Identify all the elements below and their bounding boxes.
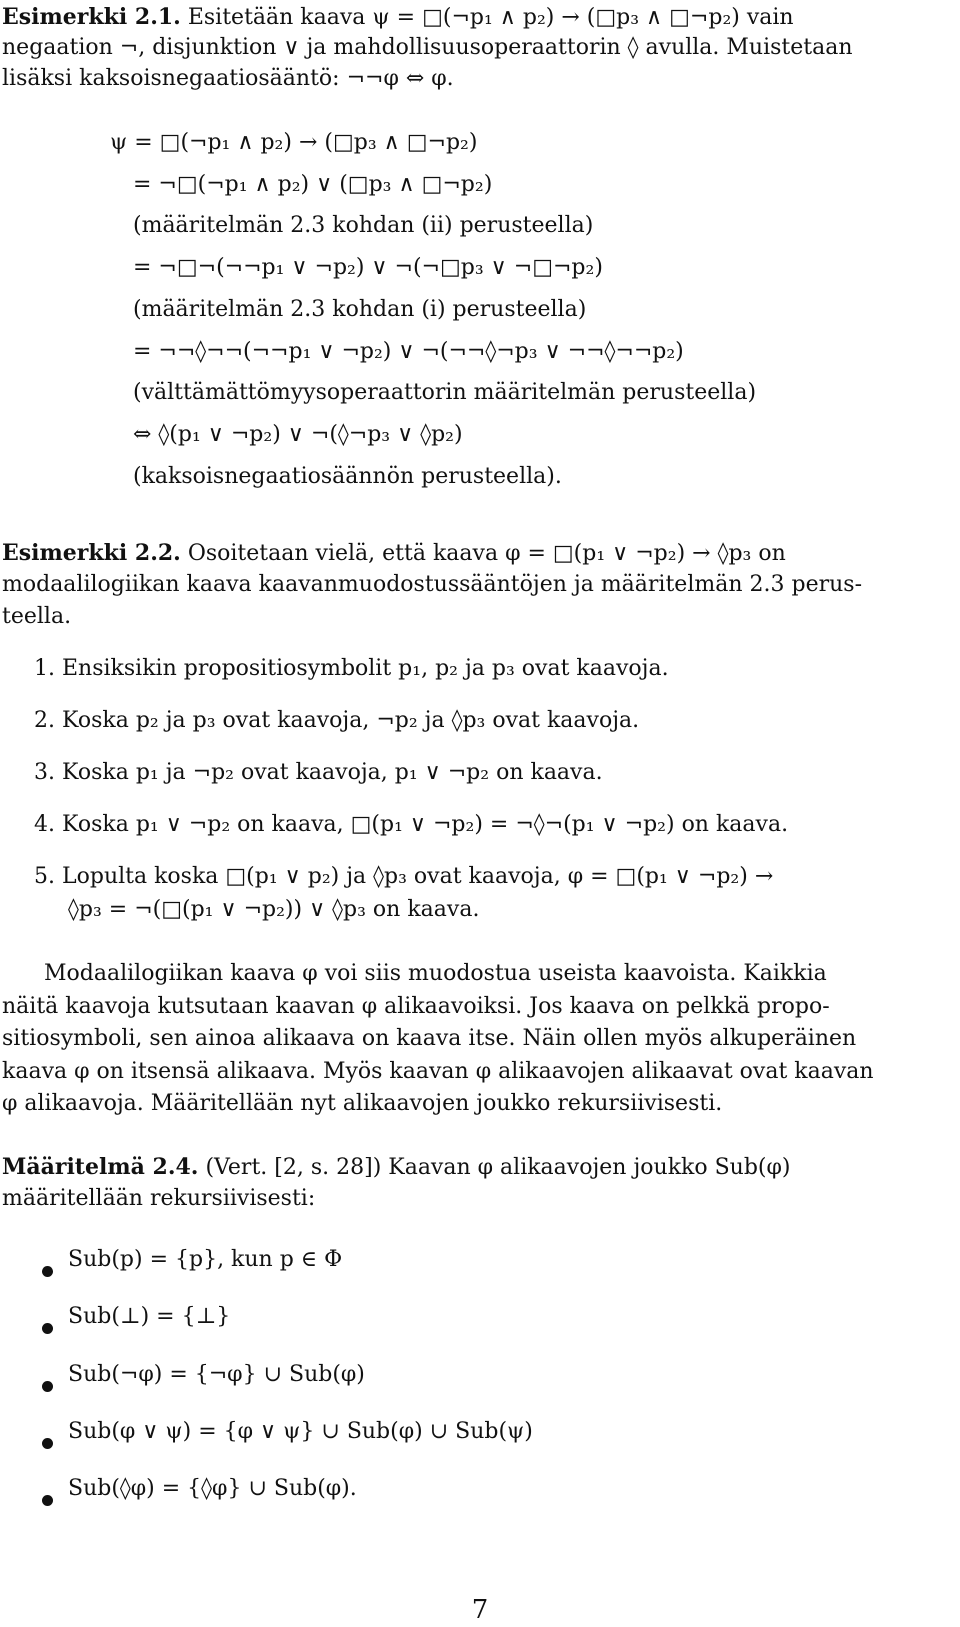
step-5 xyxy=(34,860,773,894)
bullet-3 xyxy=(42,1381,53,1392)
example-2-2-heading: Esimerkki 2.2. xyxy=(2,540,181,566)
derivation-line-2: = ¬□(¬p₁ ∧ p₂) ∨ (□p₃ ∧ □¬p₂) xyxy=(133,172,493,197)
step-1-number: 1. xyxy=(34,656,55,681)
step-2-text: Koska p₂ ja p₃ ovat kaavoja, ¬p₂ ja ◊p₃ ovat kaavoja. xyxy=(62,708,640,733)
bullet-4 xyxy=(42,1438,53,1449)
step-5-number: 5. xyxy=(34,864,55,889)
example-2-1-intro-line-1: Esitetään kaava ψ = □(¬p₁ ∧ p₂) → (□p₃ ∧ □¬p₂) vain xyxy=(187,5,794,30)
page-number: 7 xyxy=(471,1595,489,1625)
definition-2-4-intro-line-1: (Vert. [2, s. 28]) Kaavan φ alikaavojen joukko Sub(φ) xyxy=(205,1155,791,1180)
step-4-text: Koska p₁ ∨ ¬p₂ on kaava, □(p₁ ∨ ¬p₂) = ¬◊¬(p₁ ∨ ¬p₂) on kaava. xyxy=(62,812,789,837)
step-5-text-line-1: Lopulta koska □(p₁ ∨ p₂) ja ◊p₃ ovat kaavoja, φ = □(p₁ ∨ ¬p₂) → xyxy=(62,864,774,889)
example-2-2-intro-line-2: modaalilogiikan kaava kaavanmuodostussääntöjen ja määritelmän 2.3 perus- xyxy=(2,572,862,597)
definition-item-5: Sub(◊φ) = {◊φ} ∪ Sub(φ). xyxy=(68,1476,357,1501)
paragraph-line-1: Modaalilogiikan kaava φ voi siis muodostua useista kaavoista. Kaikkia xyxy=(44,961,827,986)
paragraph-line-3: sitiosymboli, sen ainoa alikaava on kaava itse. Näin ollen myös alkuperäinen xyxy=(2,1026,857,1051)
definition-item-1: Sub(p) = {p}, kun p ∈ Φ xyxy=(68,1247,343,1272)
bullet-1 xyxy=(42,1266,53,1277)
step-2-number: 2. xyxy=(34,708,55,733)
derivation-line-5: (määritelmän 2.3 kohdan (i) perusteella) xyxy=(133,297,587,322)
example-2-2-intro-line-1: Osoitetaan vielä, että kaava φ = □(p₁ ∨ ¬p₂) → ◊p₃ on xyxy=(187,541,786,566)
derivation-line-4: = ¬□¬(¬¬p₁ ∨ ¬p₂) ∨ ¬(¬□p₃ ∨ ¬□¬p₂) xyxy=(133,255,603,280)
definition-item-3: Sub(¬φ) = {¬φ} ∪ Sub(φ) xyxy=(68,1362,365,1387)
derivation-line-3: (määritelmän 2.3 kohdan (ii) perusteella) xyxy=(133,213,594,238)
step-5-text-line-2: ◊p₃ = ¬(□(p₁ ∨ ¬p₂)) ∨ ◊p₃ on kaava. xyxy=(68,897,480,922)
definition-2-4-first-line xyxy=(2,1150,791,1185)
step-4-number: 4. xyxy=(34,812,55,837)
example-2-1-intro-line-3: lisäksi kaksoisnegaatiosääntö: ¬¬φ ⇔ φ. xyxy=(2,66,454,91)
step-4 xyxy=(34,808,788,842)
example-2-2-intro-line-3: teella. xyxy=(2,604,72,629)
derivation-line-8: ⇔ ◊(p₁ ∨ ¬p₂) ∨ ¬(◊¬p₃ ∨ ◊p₂) xyxy=(133,422,463,447)
bullet-5 xyxy=(42,1495,53,1506)
paragraph-line-5: φ alikaavoja. Määritellään nyt alikaavojen joukko rekursiivisesti. xyxy=(2,1091,723,1116)
example-2-1-heading: Esimerkki 2.1. xyxy=(2,4,181,30)
definition-2-4-heading: Määritelmä 2.4. xyxy=(2,1154,199,1180)
definition-item-4: Sub(φ ∨ ψ) = {φ ∨ ψ} ∪ Sub(φ) ∪ Sub(ψ) xyxy=(68,1419,533,1444)
definition-2-4-intro-line-2: määritellään rekursiivisesti: xyxy=(2,1186,316,1211)
step-3-text: Koska p₁ ja ¬p₂ ovat kaavoja, p₁ ∨ ¬p₂ on kaava. xyxy=(62,760,603,785)
example-2-1-intro-line-2: negaation ¬, disjunktion ∨ ja mahdollisuusoperaattorin ◊ avulla. Muistetaan xyxy=(2,35,853,60)
derivation-line-1: ψ = □(¬p₁ ∧ p₂) → (□p₃ ∧ □¬p₂) xyxy=(110,130,478,155)
paragraph-line-4: kaava φ on itsensä alikaava. Myös kaavan φ alikaavojen alikaavat ovat kaavan xyxy=(2,1059,874,1084)
step-1 xyxy=(34,652,669,686)
step-2 xyxy=(34,704,639,738)
definition-item-2: Sub(⊥) = {⊥} xyxy=(68,1304,231,1329)
step-3-number: 3. xyxy=(34,760,55,785)
example-2-1-first-line xyxy=(2,0,794,35)
bullet-2 xyxy=(42,1323,53,1334)
example-2-2-first-line xyxy=(2,536,786,571)
derivation-line-6: = ¬¬◊¬¬(¬¬p₁ ∨ ¬p₂) ∨ ¬(¬¬◊¬p₃ ∨ ¬¬◊¬¬p₂) xyxy=(133,339,684,364)
derivation-line-7: (välttämättömyysoperaattorin määritelmän perusteella) xyxy=(133,380,757,405)
step-1-text: Ensiksikin propositiosymbolit p₁, p₂ ja p₃ ovat kaavoja. xyxy=(62,656,669,681)
paragraph-line-2: näitä kaavoja kutsutaan kaavan φ alikaavoiksi. Jos kaava on pelkkä propo- xyxy=(2,994,830,1019)
derivation-line-9: (kaksoisnegaatiosäännön perusteella). xyxy=(133,464,562,489)
step-3 xyxy=(34,756,603,790)
